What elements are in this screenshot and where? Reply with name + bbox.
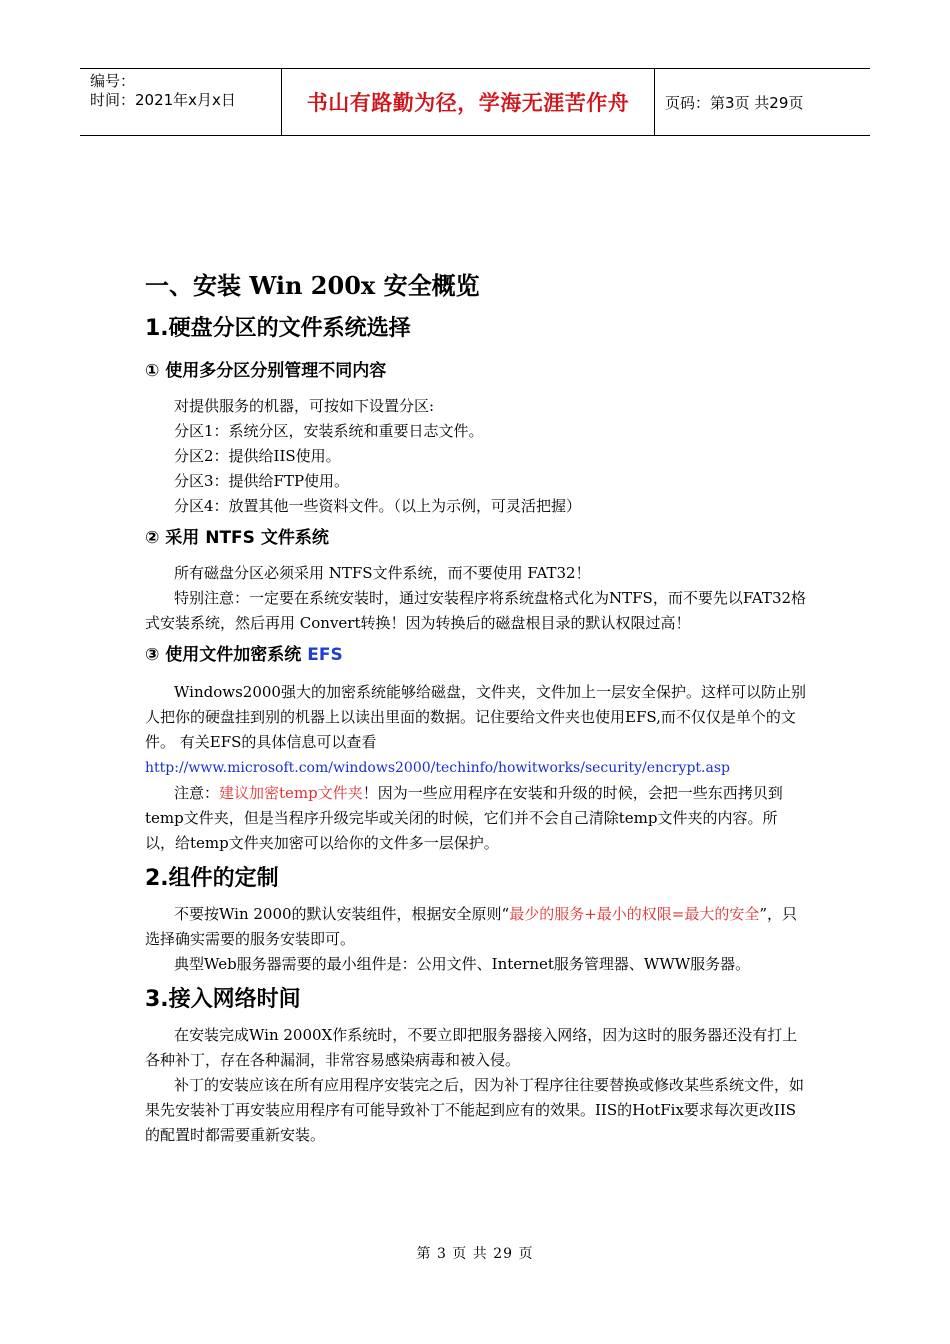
note-rest: ！因为一些应用程序在安装和升级的时候，会把一些东西拷贝到temp文件夹，但是当程序升级完毕或关闭的时候，它们并不会自己清除temp文件夹的内容。所以，给temp文件夹加密可以给你的文件多一层保护。 xyxy=(145,784,783,852)
header-table xyxy=(80,68,870,136)
efs-heading-highlight: EFS xyxy=(307,645,343,665)
efs-heading-prefix: ③ 使用文件加密系统 xyxy=(145,645,308,665)
note-prefix: 注意： xyxy=(174,784,220,802)
page-footer: 第 3 页 共 29 页 xyxy=(416,1246,534,1262)
partition-2: 分区2：提供给IIS使用。 xyxy=(174,447,341,465)
section-1-heading: 1.硬盘分区的文件系统选择 xyxy=(145,316,411,341)
page-title: 一、安装 Win 200x 安全概览 xyxy=(145,271,480,300)
partition-intro: 对提供服务的机器，可按如下设置分区: xyxy=(174,397,435,415)
subsection-1-heading: ① 使用多分区分别管理不同内容 xyxy=(145,361,387,381)
ntfs-paragraph-2: 特别注意：一定要在系统安装时，通过安装程序将系统盘格式化为NTFS，而不要先以FAT32格式安装系统，然后再用 Convert转换！因为转换后的磁盘根目录的默认权限过高！ xyxy=(145,589,807,632)
efs-link-line xyxy=(145,755,807,781)
efs-link[interactable]: http://www.microsoft.com/windows2000/techinfo/howitworks/security/encrypt.asp xyxy=(145,760,730,776)
partition-1: 分区1：系统分区，安装系统和重要日志文件。 xyxy=(174,422,484,440)
date-label: 时间：2021年x月x日 xyxy=(90,91,236,109)
section-2-heading: 2.组件的定制 xyxy=(145,866,279,891)
partition-4: 分区4：放置其他一些资料文件。（以上为示例，可灵活把握） xyxy=(174,497,582,515)
network-paragraph-2: 补丁的安装应该在所有应用程序安装完之后，因为补丁程序往往要替换或修改某些系统文件，如果先安装补丁再安装应用程序有可能导致补丁不能起到应有的效果。IIS的HotFix要求每次更改IIS的配置时都需要重新安装。 xyxy=(145,1076,805,1144)
component-paragraph-1 xyxy=(145,902,807,952)
network-paragraph-1: 在安装完成Win 2000X作系统时，不要立即把服务器接入网络，因为这时的服务器还没有打上各种补丁，存在各种漏洞，非常容易感染病毒和被入侵。 xyxy=(145,1026,798,1069)
efs-paragraph-1: Windows2000强大的加密系统能够给磁盘，文件夹，文件加上一层安全保护。这样可以防止别人把你的硬盘挂到别的机器上以读出里面的数据。记住要给文件夹也使用EFS,而不仅仅是单个的文件。 有关EFS的具体信息可以查看 xyxy=(145,683,806,751)
principle-prefix: 不要按Win 2000的默认安装组件，根据安全原则“ xyxy=(174,905,510,923)
section-3-heading: 3.接入网络时间 xyxy=(145,987,301,1012)
number-label: 编号： xyxy=(90,72,136,90)
principle-highlight: 最少的服务+最小的权限=最大的安全 xyxy=(509,905,760,923)
efs-paragraph-2 xyxy=(145,781,807,856)
subsection-2-heading: ② 采用 NTFS 文件系统 xyxy=(145,528,329,548)
document-body xyxy=(145,266,807,1148)
component-paragraph-2: 典型Web服务器需要的最小组件是：公用文件、Internet服务管理器、WWW服务器。 xyxy=(174,955,751,973)
principle-rest: ”，只选择确实需要的服务安装即可。 xyxy=(145,905,798,948)
note-highlight: 建议加密temp文件夹 xyxy=(219,784,363,802)
header-motto: 书山有路勤为径，学海无涯苦作舟 xyxy=(282,69,655,135)
ntfs-paragraph-1: 所有磁盘分区必须采用 NTFS文件系统，而不要使用 FAT32！ xyxy=(174,564,591,582)
header-page-info: 页码：第3页 共29页 xyxy=(665,93,804,112)
subsection-3-heading xyxy=(145,636,807,674)
partition-3: 分区3：提供给FTP使用。 xyxy=(174,472,350,490)
header-meta-cell xyxy=(80,69,282,135)
